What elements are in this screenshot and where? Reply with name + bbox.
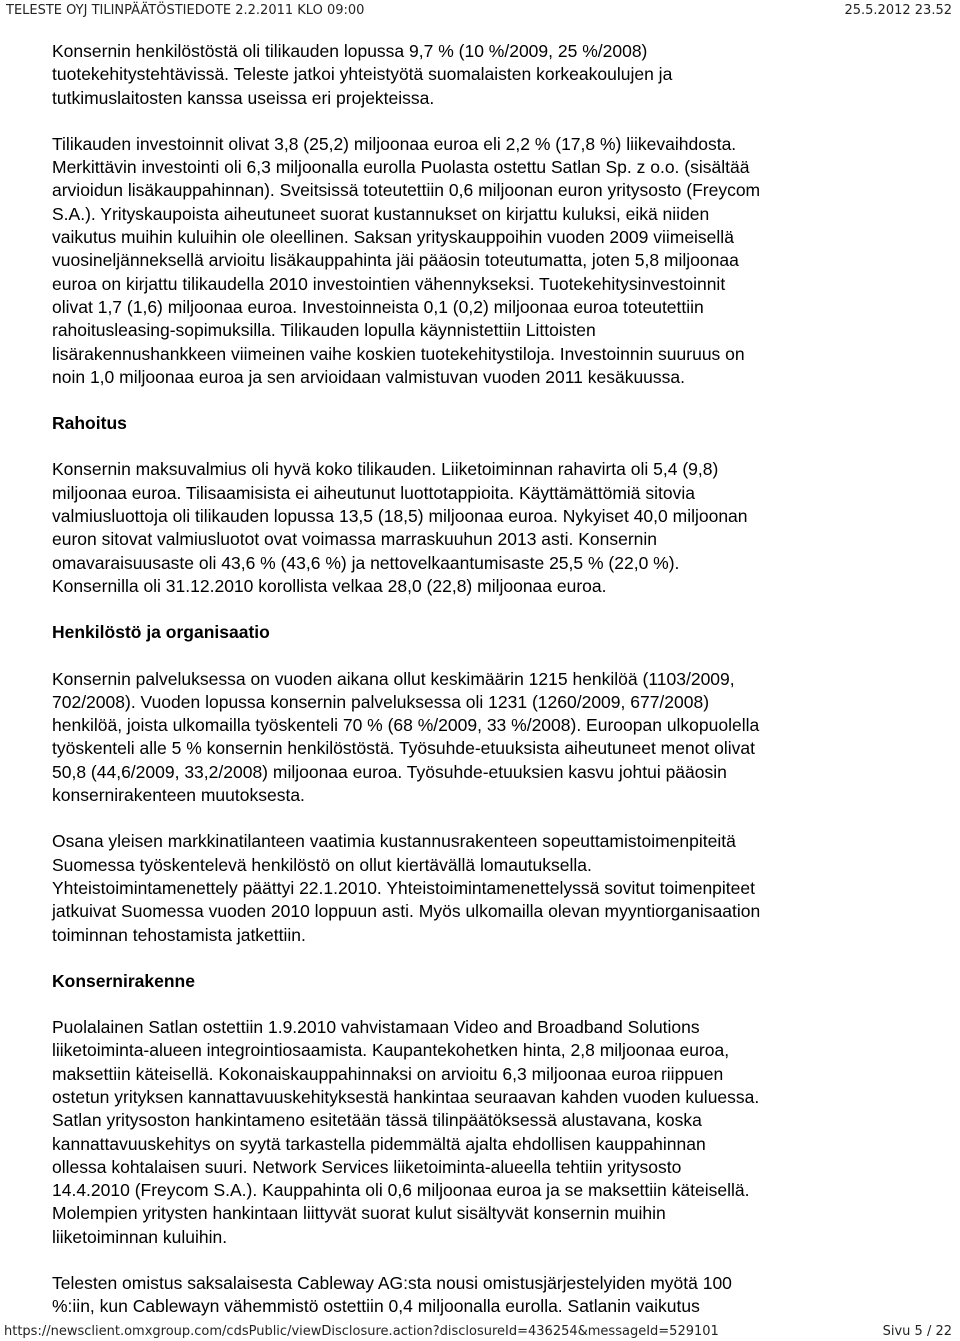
paragraph-satlan-acquisition: Puolalainen Satlan ostettiin 1.9.2010 vahvistamaan Video and Broadband Solutions liiketoiminta-alueen integrointiosaamista. Kaupantekohetken hinta, 2,8 miljoonaa euroa, maksettiin käteisellä. Kokonaiskauppahinnaksi on arvioitu 6,3 miljoonaa euroa riippuen ostetun yrityksen kannattavuuskehityksestä hankintaa seuraavan kahden vuoden kuluessa. Satlan yritysoston hankintameno esitetään tässä tilinpäätöksessä alustavana, koska kannattavuuskehitys on syytä tarkastella pidemmältä ajalta ehdollisen kauppahinnan ollessa kohtalaisen suuri. Network Services liiketoiminta-alueella tehtiin yritysosto 14.4.2010 (Freycom S.A.). Kauppahinta oli 0,6 miljoonaa euroa ja se maksettiin käteisellä. Molempien yritysten hankintaan liittyvät suorat kulut sisältyvät konsernin muihin liiketoiminnan kuluihin. [52,1017,760,1247]
paragraph-personnel: Konsernin palveluksessa on vuoden aikana ollut keskimäärin 1215 henkilöä (1103/2009, 702/2008). Vuoden lopussa konsernin palveluksessa oli 1231 (1260/2009, 677/2008) henkilöä, joista ulkomailla työskenteli 70 % (68 %/2009, 33 %/2008). Euroopan ulkopuolella työskenteli alle 5 % konsernin henkilöstöstä. Työsuhde-etuuksista aiheutuneet menot olivat 50,8 (44,6/2009, 33,2/2008) miljoonaa euroa. Työsuhde-etuuksien kasvu johtui pääosin konsernirakenteen muutoksesta. [52,668,760,806]
print-datetime: 25.5.2012 23.52 [844,3,952,18]
paragraph-investments: Tilikauden investoinnit olivat 3,8 (25,2) miljoonaa euroa eli 2,2 % (17,8 %) liikevaihdosta. Merkittävin investointi oli 6,3 miljoonalla eurolla Puolasta ostettu Satlan Sp. z o.o. (sisältää arvioidun lisäkauppahinnan). Sveitsissä toteutettiin 0,6 miljoonan euron yritysosto (Freycom S.A.). Yrityskaupoista aiheutuneet suorat kustannukset on kirjattu kuluksi, eikä niiden vaikutus muihin kuluihin ole oleellinen. Saksan yrityskauppoihin vuoden 2009 viimeisellä vuosineljänneksellä arvioitu lisäkauppahinta jäi pääosin toteutumatta, joten 5,8 miljoonaa euroa on kirjattu tilikaudella 2010 investointien vähennykseksi. Tuotekehitysinvestoinnit olivat 1,7 (1,6) miljoonaa euroa. Investoinneista 0,1 (0,2) miljoonaa euroa toteutettiin rahoitusleasing-sopimuksilla. Tilikauden lopulla käynnistettiin Littoisten lisärakennushankkeen viimeinen vaihe koskien tuotekehitystiloja. Investoinnin suuruus on noin 1,0 miljoonaa euroa ja sen arvioidaan valmistuvan vuoden 2011 kesäkuussa. [52,133,761,387]
print-header [0,0,960,22]
source-url: https://newsclient.omxgroup.com/cdsPublic/viewDisclosure.action?disclosureId=436254&messageId=529101 [4,1324,719,1339]
heading-personnel: Henkilöstö ja organisaatio [52,622,270,643]
paragraph-cost-adjustment: Osana yleisen markkinatilanteen vaatimia kustannusrakenteen sopeuttamistoimenpiteitä Suomessa työskentelevä henkilöstö on ollut kiertävällä lomautuksella. Yhteistoimintamenettely päättyi 22.1.2010. Yhteistoimintamenettelyssä sovitut toimenpiteet jatkuivat Suomessa vuoden 2010 loppuun asti. Myös ulkomailla olevan myyntiorganisaation toiminnan tehostamista jatkettiin. [52,831,761,945]
paragraph-rnd-staff: Konsernin henkilöstöstä oli tilikauden lopussa 9,7 % (10 %/2009, 25 %/2008) tuotekehitystehtävissä. Teleste jatkoi yhteistyötä suomalaisten korkeakoulujen ja tutkimuslaitosten kanssa useissa eri projekteissa. [52,41,673,108]
page-number: Sivu 5 / 22 [882,1324,952,1339]
document-title: TELESTE OYJ TILINPÄÄTÖSTIEDOTE 2.2.2011 KLO 09:00 [6,3,365,18]
paragraph-cableway: Telesten omistus saksalaisesta Cableway AG:sta nousi omistusjärjestelyiden myötä 100 %:iin, kun Cablewayn vähemmistö ostettiin 0,4 miljoonalla eurolla. Satlanin vaikutus [52,1273,732,1317]
print-footer [0,1322,960,1341]
heading-group-structure: Konsernirakenne [52,970,195,991]
document-body [52,40,902,1319]
heading-rahoitus: Rahoitus [52,413,127,434]
paragraph-financing: Konsernin maksuvalmius oli hyvä koko tilikauden. Liiketoiminnan rahavirta oli 5,4 (9,8) miljoonaa euroa. Tilisaamisista ei aiheutunut luottotappioita. Käyttämättömiä sitovia valmiusluottoja oli tilikauden lopussa 13,5 (18,5) miljoonaa euroa. Nykyiset 40,0 miljoonan euron sitovat valmiusluotot ovat voimassa marraskuuhun 2013 asti. Konsernin omavaraisuusaste oli 43,6 % (43,6 %) ja nettovelkaantumisaste 25,5 % (22,0 %). Konsernilla oli 31.12.2010 korollista velkaa 28,0 (22,8) miljoonaa euroa. [52,459,748,596]
